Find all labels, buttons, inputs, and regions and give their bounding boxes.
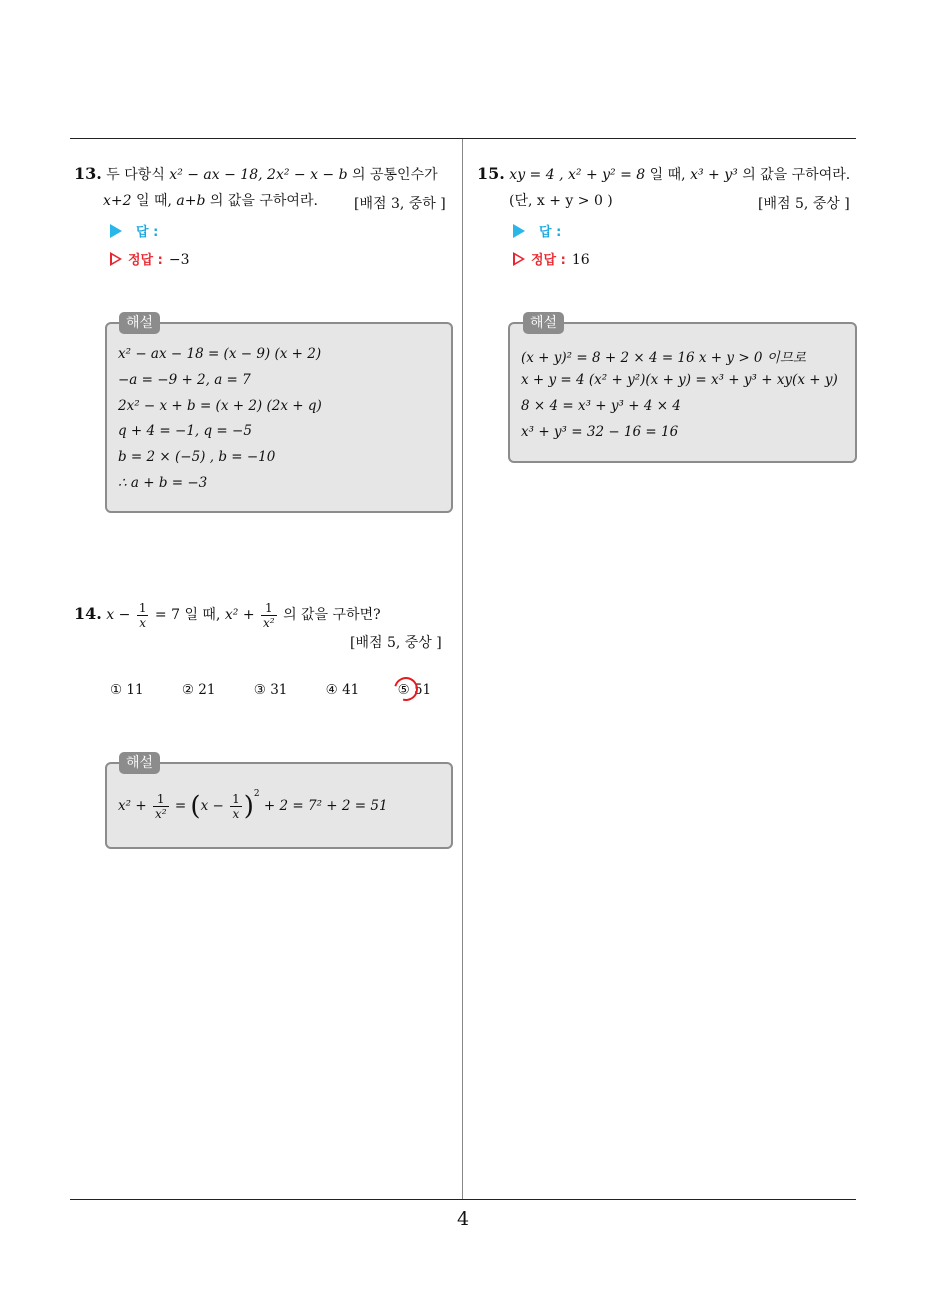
q14-solution-line (118, 788, 388, 824)
q15-mid: 일 때, (649, 167, 686, 183)
choice-1[interactable] (110, 682, 144, 698)
q15-correct-label: 정답 : (531, 253, 566, 268)
bottom-rule (70, 1199, 856, 1200)
q15-solution-box (508, 322, 857, 463)
q15-solution-line-1: (x + y)² = 8 + 2 × 4 = 16 x + y > 0 이므로 (521, 350, 806, 366)
q14-frac1-den: x (139, 615, 147, 630)
q13-factor: x+2 (103, 193, 132, 209)
q14-sol-inner-frac-num: 1 (232, 792, 240, 806)
q15-solution-line-4: x³ + y³ = 32 − 16 = 16 (521, 424, 679, 440)
q13-points: [배점 3, 중하 ] (354, 196, 446, 212)
q15-cond1: xy = 4 , (509, 167, 564, 183)
choice-5[interactable] (398, 682, 432, 698)
q15-correct-value: 16 (571, 252, 590, 268)
q13-line2 (103, 191, 318, 211)
q15-line2: (단, x + y > 0 ) (509, 193, 613, 209)
q14-sol-rest: + 2 = 7² + 2 = 51 (263, 798, 388, 814)
q14-sol-fraction (153, 792, 169, 821)
q14-sol-inner-fraction (230, 792, 242, 821)
q13-solution-line-4: q + 4 = −1, q = −5 (118, 423, 252, 439)
q14-sol-frac-num: 1 (153, 792, 169, 807)
q14-points: [배점 5, 중상 ] (350, 635, 442, 651)
q15-answer-label: 답 : (539, 225, 562, 240)
selection-circle-icon (389, 673, 422, 706)
outline-triangle-icon (110, 252, 122, 266)
choice-2[interactable] (182, 682, 216, 698)
choice-1-mark: ① (110, 682, 123, 698)
q14-sol-eq: = (174, 798, 187, 814)
choice-2-mark: ② (181, 682, 194, 698)
q14-sol-inner: x − (200, 798, 224, 814)
q14-sol-lhs: x² + (118, 798, 147, 814)
q15-number: 15. (477, 164, 505, 183)
choice-4-value: 41 (342, 682, 360, 698)
q14-mid: = 7 일 때, (154, 607, 221, 623)
q13-solution-tab: 해설 (119, 312, 160, 334)
q15-solution-tab: 해설 (523, 312, 564, 334)
q13-correct-row (110, 249, 189, 268)
right-paren: ) (243, 791, 254, 822)
q14-solution-tab: 해설 (119, 752, 160, 774)
q13-text2-tail: 의 값을 구하여라. (209, 193, 318, 209)
left-paren: ( (190, 791, 201, 822)
q13-correct-label: 정답 : (128, 253, 163, 268)
play-icon (513, 224, 525, 238)
q15-tail: 의 값을 구하여라. (742, 167, 851, 183)
q13-expr: a+b (176, 193, 206, 209)
choice-4[interactable] (326, 682, 360, 698)
choice-5-value: 51 (413, 682, 432, 698)
q14-number: 14. (74, 604, 102, 623)
q13-answer-row (110, 221, 158, 240)
q14-frac2-den: x² (263, 615, 275, 630)
choice-4-mark: ④ (325, 682, 338, 698)
choice-2-value: 21 (198, 682, 216, 698)
q15-line1 (477, 164, 850, 185)
q13-answer-label: 답 : (136, 225, 159, 240)
q14-frac2-num: 1 (261, 601, 277, 616)
choice-3[interactable] (254, 682, 288, 698)
q15-cond2: x² + y² = 8 (568, 167, 646, 183)
q14-prefix: x − (106, 607, 131, 623)
q13-solution-line-1: x² − ax − 18 = (x − 9) (x + 2) (118, 346, 322, 362)
q13-solution-line-2: −a = −9 + 2, a = 7 (118, 372, 251, 388)
q13-solution-line-3: 2x² − x + b = (x + 2) (2x + q) (118, 398, 322, 414)
q14-sol-inner-frac-den: x (232, 807, 240, 821)
q13-correct-value: −3 (168, 252, 190, 268)
choice-1-value: 11 (126, 682, 144, 698)
q15-answer-row (513, 221, 561, 240)
q13-poly2: 2x² − x − b (267, 167, 348, 183)
q14-choices (110, 682, 465, 698)
q15-solution-line-3: 8 × 4 = x³ + y³ + 4 × 4 (521, 398, 681, 414)
choice-5-mark: ⑤ (397, 682, 410, 698)
q13-poly1: x² − ax − 18, (169, 167, 263, 183)
q15-expr: x³ + y³ (690, 167, 738, 183)
q15-points: [배점 5, 중상 ] (758, 196, 850, 212)
q13-text1-tail: 의 공통인수가 (352, 167, 438, 183)
q14-expr2: x² + (224, 607, 255, 623)
q13-number: 13. (74, 164, 102, 183)
q13-solution-line-6: ∴ a + b = −3 (118, 475, 208, 491)
q14-tail: 의 값을 구하면? (283, 607, 381, 623)
q13-solution-line-5: b = 2 × (−5) , b = −10 (118, 449, 276, 465)
q14-sol-square: 2 (253, 789, 260, 799)
q14-sol-frac-den: x² (154, 807, 167, 821)
outline-triangle-icon (513, 252, 525, 266)
q14-fraction-1 (137, 601, 149, 630)
choice-3-value: 31 (270, 682, 288, 698)
play-icon (110, 224, 122, 238)
q14-line1 (74, 599, 381, 630)
q13-line1 (74, 164, 438, 185)
choice-3-mark: ③ (253, 682, 266, 698)
q13-text1: 두 다항식 (106, 167, 165, 183)
top-rule (70, 138, 856, 139)
page-number: 4 (456, 1208, 470, 1230)
q15-solution-line-2: x + y = 4 (x² + y²)(x + y) = x³ + y³ + xy(x + y) (521, 372, 838, 388)
q15-correct-row (513, 249, 590, 268)
column-divider (462, 139, 463, 1199)
q13-text2-mid: 일 때, (136, 193, 172, 209)
q14-frac1-num: 1 (138, 600, 147, 615)
q14-fraction-2 (261, 601, 277, 630)
